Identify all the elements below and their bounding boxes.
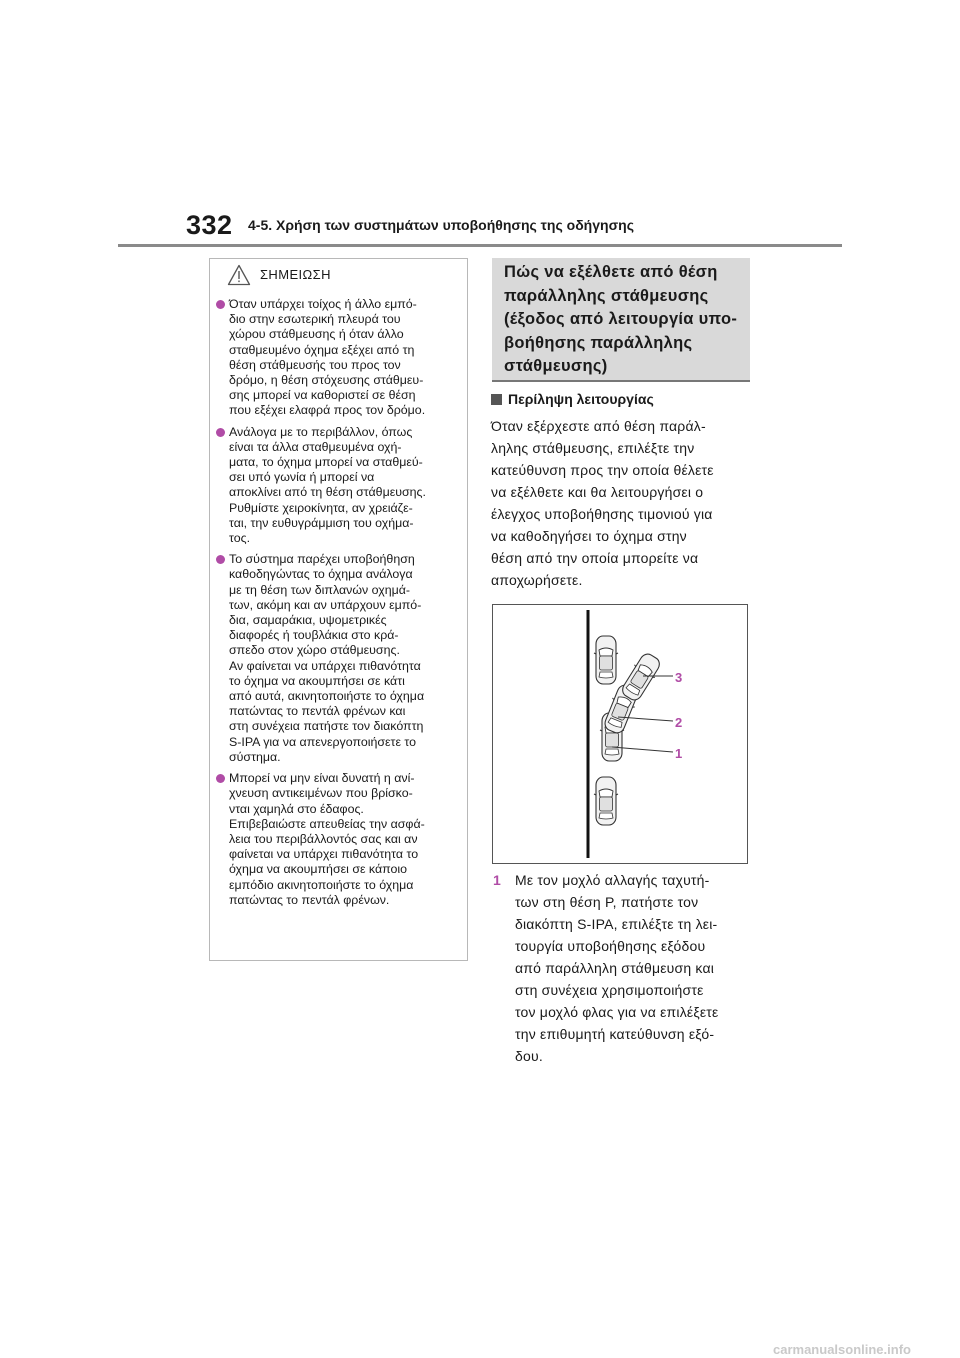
overview-paragraph: Όταν εξέρχεστε από θέση παράλ- ληλης στάθμευσης, επιλέξτε την κατεύθυνση προς την οποία θέλετε να εξέλθετε και θα λειτουργήσει ο έλεγχος υποβοήθησης τιμονιού για να καθοδηγήσει το όχημα στην θέση από την οποία μπορείτε να αποχωρήσετε. <box>491 418 714 588</box>
note-item <box>216 771 466 908</box>
note-title: ΣΗΜΕΙΩΣΗ <box>260 267 331 282</box>
note-item-text: Όταν υπάρχει τοίχος ή άλλο εμπό- διο στην εσωτερική πλευρά του χώρου στάθμευσης ή όταν άλλο σταθμευμένο όχημα εξέχει από τη θέση στάθμευσής του προς τον δρόμο, η θέση στόχευσης στάθμευ- σης μπορεί να καθοριστεί σε θέση που εξέχει ελαφρά προς τον δρόμο. <box>229 297 426 418</box>
note-box <box>209 258 468 961</box>
note-item-text: Μπορεί να μην είναι δυνατή η ανί- χνευση αντικειμένων που βρίσκο- νται χαμηλά στο έδαφος. Επιβεβαιώστε απευθείας την ασφά- λεια του περιβάλλοντός σας και αν φαίνεται να υπάρχει πιθανότητα το όχημα να ακουμπήσει σε κάποιο εμπόδιο ακινητοποιήστε το όχημα πατώντας το πεντάλ φρένων. <box>229 771 425 907</box>
bullet-dot-icon <box>216 300 225 309</box>
note-item <box>216 552 466 765</box>
square-bullet-icon <box>491 394 502 405</box>
callout-2: 2 <box>675 715 683 730</box>
bullet-dot-icon <box>216 555 225 564</box>
parking-exit-diagram <box>492 604 748 864</box>
parking-diagram-illustration <box>493 605 747 863</box>
bullet-dot-icon <box>216 774 225 783</box>
bullet-dot-icon <box>216 428 225 437</box>
note-item <box>216 425 466 547</box>
section-heading-box <box>492 258 750 382</box>
note-list <box>216 297 466 914</box>
parked-car-front <box>594 636 618 684</box>
parked-car-rear <box>594 777 618 825</box>
subheading-text: Περίληψη λειτουργίας <box>508 391 654 407</box>
note-item-text: Ανάλογα με το περιβάλλον, όπως είναι τα άλλα σταθμευμένα οχή- ματα, το όχημα μπορεί να σταθμεύ- σει υπό γωνία ή μπορεί να αποκλίνει από τη θέση στάθμευσης. Ρυθμίστε χειροκίνητα, αν χρειάζε- ται, την ευθυγράμμιση του οχήμα- τος. <box>229 424 426 546</box>
page-number: 332 <box>186 210 233 240</box>
warning-triangle-icon <box>227 264 251 286</box>
note-header <box>210 259 467 289</box>
section-title: 4-5. Χρήση των συστημάτων υποβοήθησης της οδήγησης <box>248 217 634 233</box>
step-number: 1 <box>493 872 501 888</box>
note-item-text: Το σύστημα παρέχει υποβοήθηση καθοδηγώντας το όχημα ανάλογα με τη θέση των διπλανών οχημά- των, ακόμη και αν υπάρχουν εμπό- δια, σαμαράκια, υψομετρικές διαφορές ή τουβλάκια στο κρά- σπεδο στον χώρο στάθμευσης. Αν φαίνεται να υπάρχει πιθανότητα το όχημα να ακουμπήσει σε κάτι από αυτά, ακινητοποιήστε το όχημα πατώντας το πεντάλ φρένων και στη συνέχεια πατήστε τον διακόπτη S-IPA για να απενεργοποιήσετε το σύστημα. <box>229 552 425 764</box>
callout-1: 1 <box>675 746 683 761</box>
callout-3: 3 <box>675 670 683 685</box>
step-text: Με τον μοχλό αλλαγής ταχυτή- των στη θέση P, πατήστε τον διακόπτη S-IPA, επιλέξτε τη λει- τουργία υποβοήθησης εξόδου από παράλληλη στάθμευση και στη συνέχεια χρησιμοποιήστε τον μοχλό φλας για να επιλέξετε την επιθυμητή κατεύθυνση εξό- δου. <box>515 872 719 1064</box>
exiting-car-position-3 <box>618 650 664 703</box>
header-divider <box>118 244 842 247</box>
section-heading: Πώς να εξέλθετε από θέση παράλληλης στάθμευσης (έξοδος από λειτουργία υπο- βοήθησης παράλληλης στάθμευσης) <box>504 263 738 375</box>
note-item <box>216 297 466 419</box>
watermark: carmanualsonline.info <box>773 1342 911 1357</box>
subheading <box>491 391 654 407</box>
